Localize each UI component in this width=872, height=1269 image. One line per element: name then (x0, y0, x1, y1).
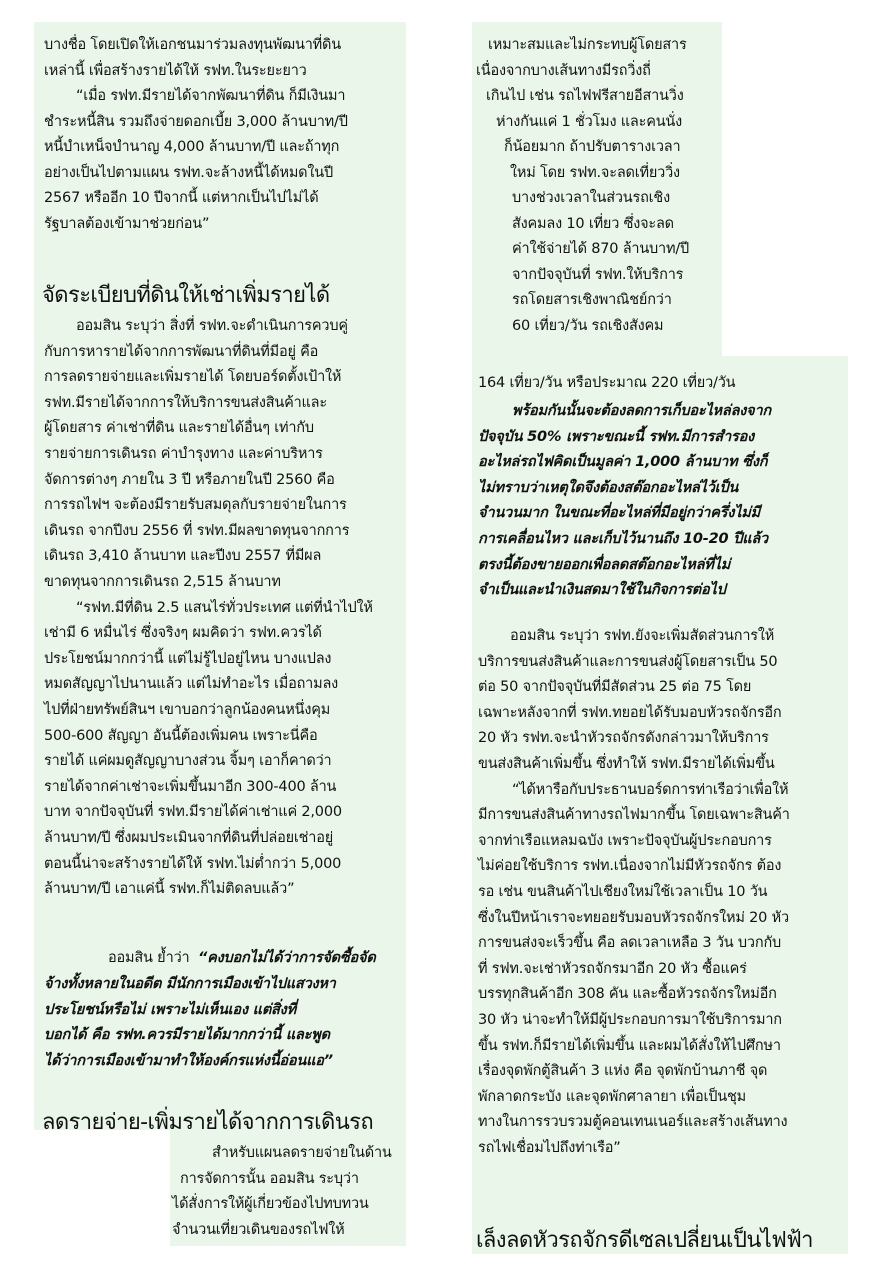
text-line: ชำระหนี้สิน รวมถึงจ่ายดอกเบี้ย 3,000 ล้านบาท/ปี (44, 113, 348, 130)
text-line: บอกได้ คือ รฟท.ควรมีรายได้มากกว่านี้ และพูด (44, 1027, 330, 1044)
text-line: รฟท.มีรายได้จากการให้บริการขนส่งสินค้าและ (44, 394, 327, 411)
text-line: ไม่ค่อยใช้บริการ รฟท.เนื่องจากไม่มีหัวรถจักร ต้อง (478, 858, 782, 875)
text-line: เดินรถ จากปีงบ 2556 ที่ รฟท.มีผลขาดทุนจากการ (44, 522, 350, 539)
text-line: การรถไฟฯ จะต้องมีรายรับสมดุลกับรายจ่ายในการ (44, 497, 347, 514)
text-line: ขึ้น รฟท.ก็มีรายได้เพิ่มขึ้น และผมได้สั่งให้ไปศึกษา (478, 1037, 781, 1054)
text-line: 30 หัว น่าจะทำให้มีผู้ประกอบการมาใช้บริการมาก (478, 1012, 782, 1028)
text-line: การขนส่งจะเร็วขึ้น คือ ลดเวลาเหลือ 3 วัน บวกกับ (478, 935, 782, 952)
text-line: จ้างทั้งหลายในอดีต มีนักการเมืองเข้าไปแสวงหา (44, 976, 336, 992)
text-line: ก็น้อยมาก ถ้าปรับตารางเวลา (504, 139, 681, 155)
text-line: หนี้บำเหน็จบำนาญ 4,000 ล้านบาท/ปี และถ้าทุก (44, 139, 340, 155)
text-line: 60 เที่ยว/วัน รถเชิงสังคม (512, 317, 664, 334)
text-line: อะไหล่รถไฟคิดเป็นมูลค่า 1,000 ล้านบาท ซึ่งก็ (478, 454, 768, 471)
text-line: สำหรับแผนลดรายจ่ายในด้าน (212, 1145, 392, 1161)
text-line: ต่อ 50 จากปัจจุบันที่มีสัดส่วน 25 ต่อ 75 โดย (478, 679, 752, 696)
text-line: ค่าใช้จ่ายได้ 870 ล้านบาท/ปี (512, 241, 690, 257)
text-line: เกินไป เช่น รถไฟฟรีสายอีสานวิ่ง (486, 88, 684, 104)
text-line: ผู้โดยสาร ค่าเช่าที่ดิน และรายได้อื่นๆ เท่ากับ (44, 420, 314, 437)
text-line: เหล่านี้ เพื่อสร้างรายได้ให้ รฟท.ในระยะยาว (44, 62, 307, 79)
text-line: ออมสิน ระบุว่า สิ่งที่ รฟท.จะดำเนินการควบคู่ (76, 318, 348, 334)
text-line: 164 เที่ยว/วัน หรือประมาณ 220 เที่ยว/วัน (478, 375, 736, 391)
text-line: พักลาดกระบัง และจุดพักศาลายา เพื่อเป็นชุม (478, 1088, 747, 1105)
text-line: จากปัจจุบันที่ รฟท.ให้บริการ (512, 266, 684, 283)
text-line: พร้อมกันนั้นจะต้องลดการเก็บอะไหล่ลงจาก (512, 403, 771, 419)
text-line: การเคลื่อนไหว และเก็บไว้นานถึง 10-20 ปีแล้ว (478, 531, 768, 547)
text-line: จำนวนมาก ในขณะที่อะไหล่ที่มีอยู่กว่าครึ่งไม่มี (478, 505, 761, 522)
text-line: เดินรถ 3,410 ล้านบาท และปีงบ 2557 ที่มีผล (44, 548, 322, 565)
text-line: 20 หัว รฟท.จะนำหัวรถจักรดังกล่าวมาให้บริการ (478, 730, 769, 747)
section-heading: เล็งลดหัวรถจักรดีเซลเปลี่ยนเป็นไฟฟ้า (476, 1228, 813, 1253)
text-line: รอ เช่น ขนสินค้าไปเชียงใหม่ใช้เวลาเป็น 10 วัน (478, 884, 768, 900)
section-heading: จัดระเบียบที่ดินให้เช่าเพิ่มรายได้ (42, 283, 330, 308)
text-line: ล้านบาท/ปี ซึ่งผมประเมินจากที่ดินที่ปล่อยเช่าอยู่ (44, 830, 334, 846)
text-line: ตรงนี้ต้องขายออกเพื่อลดสต๊อกอะไหล่ที่ไม่ (478, 556, 731, 573)
text-line: เนื่องจากบางเส้นทางมีรถวิ่งถี่ (476, 62, 651, 79)
text-line: “รฟท.มีที่ดิน 2.5 แสนไร่ทั่วประเทศ แต่ที่นำไปให้ (76, 599, 373, 616)
text-line: จากท่าเรือแหลมฉบัง เพราะปัจจุบันผู้ประกอบการ (478, 832, 772, 849)
text-line: หมดสัญญาไปนานแล้ว แต่ไม่ทำอะไร เมื่อถามลง (44, 676, 339, 693)
text-line: รถไฟเชื่อมไปถึงท่าเรือ” (478, 1140, 621, 1156)
text-line: รายได้จากค่าเช่าจะเพิ่มขึ้นมาอีก 300-400 ล้าน (44, 778, 337, 795)
quote-first-line: “คงบอกไม่ได้ว่าการจัดซื้อจัด (198, 950, 376, 966)
text-line: ล้านบาท/ปี เอาแค่นี้ รฟท.ก็ไม่ติดลบแล้ว” (44, 881, 295, 898)
text-line: กับการหารายได้จากการพัฒนาที่ดินที่มีอยู่ คือ (44, 343, 319, 360)
text-line: เฉพาะหลังจากที่ รฟท.ทยอยได้รับมอบหัวรถจักรอีก (478, 704, 782, 721)
text-line: ประโยชน์หรือไม่ เพราะไม่เห็นเอง แต่สิ่งที่ (44, 1001, 296, 1018)
text-line: ได้ว่าการเมืองเข้ามาทำให้องค์กรแห่งนี้อ่อนแอ” (44, 1052, 333, 1069)
text-line: “เมื่อ รฟท.มีรายได้จากพัฒนาที่ดิน ก็มีเงินมา (76, 88, 346, 104)
text-line: รถโดยสารเชิงพาณิชย์กว่า (512, 292, 672, 308)
text-line: บรรทุกสินค้าอีก 308 คัน และซื้อหัวรถจักรใหม่อีก (478, 986, 777, 1003)
text-line: 500-600 สัญญา อันนี้ต้องเพิ่มคน เพราะนี่คือ (44, 727, 318, 744)
text-line: ทางในการรวบรวมตู้คอนเทนเนอร์และสร้างเส้นทาง (478, 1114, 788, 1131)
text-line: จำนวนเที่ยวเดินของรถไฟให้ (172, 1221, 345, 1238)
text-line: จำเป็นและนำเงินสดมาใช้ในกิจการต่อไป (478, 582, 726, 599)
text-line: ไม่ทราบว่าเหตุใดจึงต้องสต๊อกอะไหล่ไว้เป็น (478, 479, 739, 496)
text-line: รัฐบาลต้องเข้ามาช่วยก่อน” (44, 215, 210, 232)
text-line: ได้สั่งการให้ผู้เกี่ยวข้องไปทบทวน (172, 1196, 369, 1213)
text-line: ไปที่ฝ่ายทรัพย์สินฯ เขาบอกว่าลูกน้องคนหนึ่งคุม (44, 702, 331, 718)
text-line: การจัดการนั้น ออมสิน ระบุว่า (180, 1170, 359, 1187)
text-line: เหมาะสมและไม่กระทบผู้โดยสาร (488, 37, 687, 53)
text-line: จัดการต่างๆ ภายใน 3 ปี หรือภายในปี 2560 คือ (44, 471, 335, 488)
text-line: ปัจจุบัน 50% เพราะขณะนี้ รฟท.มีการสำรอง (478, 428, 755, 445)
text-line: ขาดทุนจากการเดินรถ 2,515 ล้านบาท (44, 574, 281, 590)
text-line: “ได้หารือกับประธานบอร์ดการท่าเรือว่าเพื่อให้ (512, 781, 789, 798)
text-line: บางชื่อ โดยเปิดให้เอกชนมาร่วมลงทุนพัฒนาที่ดิน (44, 37, 341, 53)
text-line: ประโยชน์มากกว่านี้ แต่ไม่รู้ไปอยู่ไหน บางแปลง (44, 650, 332, 667)
text-line: สังคมลง 10 เที่ยว ซึ่งจะลด (512, 215, 674, 232)
text-line: 2567 หรืออีก 10 ปีจากนี้ แต่หากเป็นไปไม่ได้ (44, 190, 319, 206)
text-line: ซึ่งในปีหน้าเราจะทยอยรับมอบหัวรถจักรใหม่ 20 หัว (478, 909, 789, 926)
text-line: บริการขนส่งสินค้าและการขนส่งผู้โดยสารเป็น 50 (478, 653, 778, 670)
section-heading: ลดรายจ่าย-เพิ่มรายได้จากการเดินรถ (42, 1110, 374, 1135)
text-line: ที่ รฟท.จะเช่าหัวรถจักรมาอีก 20 หัว ซื้อแคร่ (478, 960, 747, 977)
text-line: รายได้ แค่ผมดูสัญญาบางส่วน จิ้มๆ เอาก็คาดว่า (44, 753, 332, 770)
text-line: ขนส่งสินค้าเพิ่มขึ้น ซึ่งทำให้ รฟท.มีรายได้เพิ่มขึ้น (478, 756, 775, 772)
text-line: การลดรายจ่ายและเพิ่มรายได้ โดยบอร์ดตั้งเป้าให้ (44, 369, 342, 386)
text-line: มีการขนส่งสินค้าทางรถไฟมากขึ้น โดยเฉพาะสินค้า (478, 807, 790, 824)
text-line: รายจ่ายการเดินรถ ค่าบำรุงทาง และค่าบริหาร (44, 446, 323, 462)
text-line: บางช่วงเวลาในส่วนรถเชิง (512, 190, 670, 206)
text-line: ใหม่ โดย รฟท.จะลดเที่ยววิ่ง (510, 164, 680, 181)
quote-lead: ออมสิน ย้ำว่า (108, 950, 190, 966)
text-line: ห่างกันแค่ 1 ชั่วโมง และคนนั่ง (496, 113, 683, 130)
text-line: เรื่องจุดพักตู้สินค้า 3 แห่ง คือ จุดพักบ้านภาชี จุด (478, 1063, 768, 1080)
text-line: ตอนนี้น่าจะสร้างรายได้ให้ รฟท.ไม่ต่ำกว่า 5,000 (44, 855, 342, 872)
text-line: ออมสิน ระบุว่า รฟท.ยังจะเพิ่มสัดส่วนการให้ (510, 628, 775, 644)
text-line: อย่างเป็นไปตามแผน รฟท.จะล้างหนี้ได้หมดในปี (44, 164, 333, 181)
text-line: เช่ามี 6 หมื่นไร่ ซึ่งจริงๆ ผมคิดว่า รฟท.ควรได้ (44, 625, 322, 642)
text-line: บาท จากปัจจุบันที่ รฟท.มีรายได้ค่าเช่าแค่ 2,000 (44, 804, 342, 821)
